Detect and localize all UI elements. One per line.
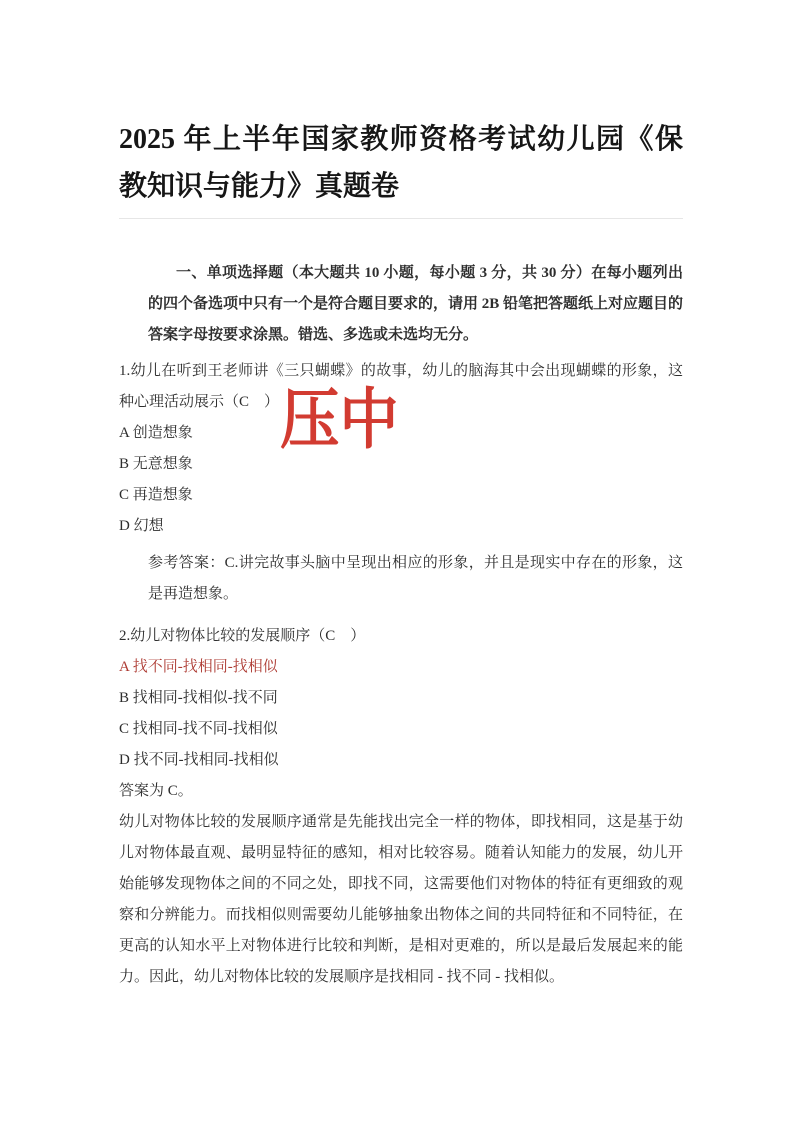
question-2-option-a: A 找不同-找相同-找相似 bbox=[119, 659, 278, 675]
yazhong-stamp: 压中 bbox=[280, 382, 399, 456]
question-2-explanation: 幼儿对物体比较的发展顺序通常是先能找出完全一样的物体，即找相同，这是基于幼儿对物体最直观、最明显特征的感知，相对比较容易。随着认知能力的发展，幼儿开始能够发现物体之间的不同之处，即找不同，这需要他们对物体的特征有更细致的观察和分辨能力。而找相似则需要幼儿能够抽象出物体之间的共同特征和不同特征，在更高的认知水平上对物体进行比较和判断，是相对更难的，所以是最后发展起来的能力。因此，幼儿对物体比较的发展顺序是找相同 - 找不同 - 找相似。 bbox=[119, 814, 683, 985]
question-2-answer: 答案为 C。 bbox=[119, 783, 193, 799]
question-2-text: 2.幼儿对物体比较的发展顺序（C ） bbox=[119, 628, 366, 644]
question-2-option-d: D 找不同-找相同-找相似 bbox=[119, 752, 279, 768]
question-1-option-d: D 幻想 bbox=[119, 518, 164, 534]
question-1-option-b: B 无意想象 bbox=[119, 456, 193, 472]
question-2-option-c: C 找相同-找不同-找相似 bbox=[119, 721, 278, 737]
question-2-option-b: B 找相同-找相似-找不同 bbox=[119, 690, 278, 706]
document-body bbox=[119, 0, 683, 993]
question-1-text: 1.幼儿在听到王老师讲《三只蝴蝶》的故事，幼儿的脑海其中会出现蝴蝶的形象，这种心理活动展示（C ） bbox=[119, 363, 683, 410]
question-1-reference-answer: 参考答案：C.讲完故事头脑中呈现出相应的形象，并且是现实中存在的形象，这是再造想象。 bbox=[148, 555, 683, 602]
page-title: 2025 年上半年国家教师资格考试幼儿园《保教知识与能力》真题卷 bbox=[119, 0, 683, 219]
section-one-instructions: 一、单项选择题（本大题共 10 小题，每小题 3 分，共 30 分）在每小题列出的四个备选项中只有一个是符合题目要求的，请用 2B 铅笔把答题纸上对应题目的答案字母按要求涂黑。错选、多选或未选均无分。 bbox=[148, 265, 684, 343]
question-1-option-a: A 创造想象 bbox=[119, 425, 193, 441]
question-1-option-c: C 再造想象 bbox=[119, 487, 193, 503]
